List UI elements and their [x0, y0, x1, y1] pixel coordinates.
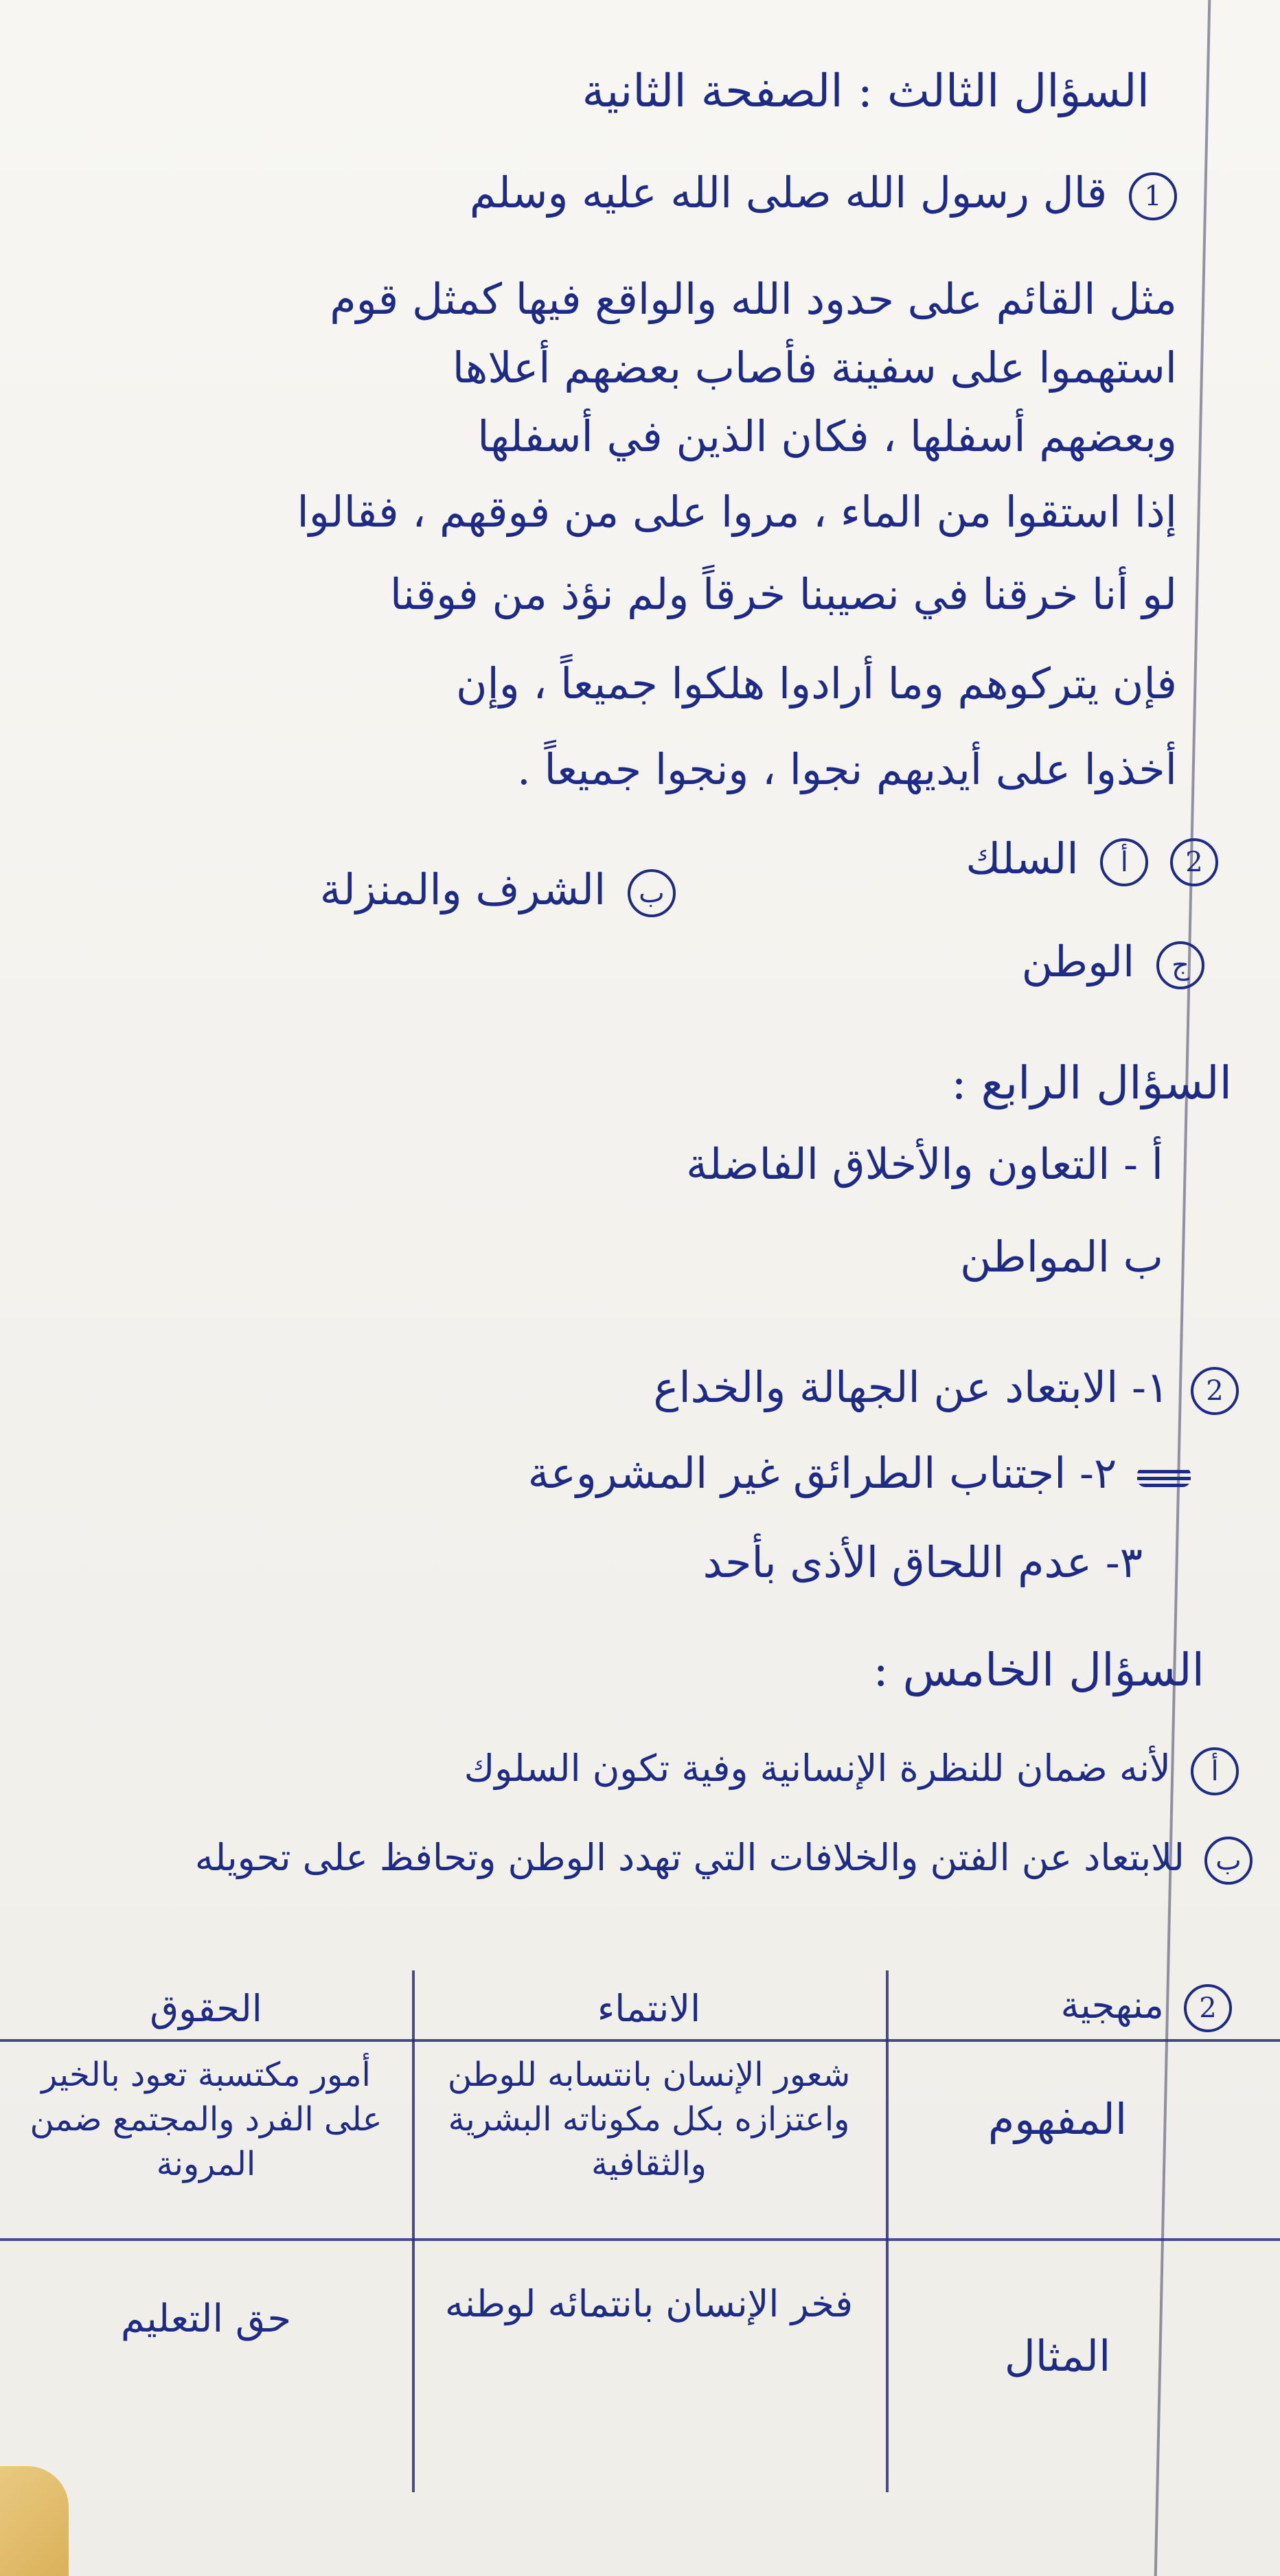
- item-letter-marker: أ: [1191, 1747, 1239, 1795]
- answer-text: للابتعاد عن الفتن والخلافات التي تهدد الوطن وتحافظ على تحويله: [194, 1836, 1185, 1879]
- q4-heading: السؤال الرابع :: [951, 1057, 1232, 1109]
- q5-heading: السؤال الخامس :: [873, 1644, 1204, 1697]
- page-header: السؤال الثالث : الصفحة الثانية: [582, 65, 1150, 117]
- hadith-line: لو أنا خرقنا في نصيبنا خرقاً ولم نؤذ من فوقنا: [389, 569, 1177, 619]
- item-letter-marker: ب: [1204, 1837, 1253, 1885]
- table-column-divider: [412, 1970, 415, 2492]
- q4-answer-b: ب المواطن: [960, 1232, 1163, 1282]
- comparison-table: [0, 1970, 1280, 2492]
- table-cell-rights: أمور مكتسبة تعود بالخير على الفرد والمجتمع ضمن المرونة: [30, 2056, 382, 2183]
- table-item2-header: [1061, 1984, 1232, 2032]
- q4-list-item: ٣- عدم اللحاق الأذى بأحد: [702, 1537, 1143, 1587]
- q4-list-item: ٢- اجتناب الطرائق غير المشروعة: [527, 1448, 1117, 1498]
- item-number-marker: 1: [1129, 172, 1177, 220]
- hadith-line: أخذوا على أيديهم نجوا ، ونجوا جميعاً .: [517, 744, 1177, 794]
- item-number-marker: 2: [1184, 1984, 1232, 2032]
- hadith-line: استهموا على سفينة فأصاب بعضهم أعلاها: [452, 343, 1177, 393]
- hadith-line: مثل القائم على حدود الله والواقع فيها كمثل قوم: [330, 274, 1177, 324]
- table-column-divider: [886, 1970, 889, 2492]
- table-row-label: المفهوم: [987, 2094, 1128, 2144]
- hadith-line: وبعضهم أسفلها ، فكان الذين في أسفلها: [477, 411, 1177, 461]
- item-number-marker: 2: [1170, 838, 1218, 886]
- q4-item2: [653, 1362, 1239, 1415]
- hadith-intro: قال رسول الله صلى الله عليه وسلم: [469, 168, 1108, 218]
- answer-text: لأنه ضمان للنظرة الإنسانية وفية تكون السلوك: [464, 1747, 1171, 1790]
- table-cell-rights: حق التعليم: [120, 2297, 292, 2341]
- table-row-label: المثال: [1004, 2331, 1111, 2381]
- item-letter-marker: ب: [628, 869, 676, 917]
- desk-corner: [0, 2466, 69, 2576]
- q4-list-item: ١- الابتعاد عن الجهالة والخداع: [653, 1362, 1169, 1412]
- table-cell-belonging: فخر الإنسان بانتمائه لوطنه: [444, 2282, 854, 2325]
- answer-text: السلك: [965, 833, 1079, 884]
- table-row-divider: [0, 2238, 1280, 2241]
- table-column-header: الحقوق: [150, 1987, 262, 2030]
- q4-list-row: [527, 1448, 1191, 1498]
- item-letter-marker: أ: [1100, 838, 1148, 886]
- q4-answer-a: أ - التعاون والأخلاق الفاضلة: [686, 1139, 1163, 1189]
- item-number-marker: 2: [1191, 1367, 1239, 1415]
- answer-text: الشرف والمنزلة: [319, 864, 606, 915]
- q5-answer-b: [195, 1837, 1253, 1885]
- item-letter-marker: ج: [1156, 941, 1204, 989]
- crossed-out-mark: [1137, 1467, 1191, 1487]
- hadith-line: إذا استقوا من الماء ، مروا على من فوقهم ، فقالوا: [297, 487, 1177, 537]
- q3-item2-c: [1021, 936, 1204, 989]
- table-column-header: الانتماء: [597, 1987, 701, 2030]
- q3-item2-a: [965, 833, 1218, 886]
- q3-item2-b: [319, 864, 676, 917]
- q3-item1: [469, 168, 1177, 220]
- table-header-divider: [0, 2039, 1280, 2042]
- hadith-line: فإن يتركوهم وما أرادوا هلكوا جميعاً ، وإن: [455, 658, 1177, 709]
- table-column-header: منهجية: [1060, 1983, 1164, 2027]
- table-cell-belonging: شعور الإنسان بانتسابه للوطن واعتزازه بكل مكوناته البشرية والثقافية: [447, 2056, 851, 2183]
- q5-answer-a: [464, 1747, 1239, 1795]
- answer-text: الوطن: [1021, 936, 1135, 987]
